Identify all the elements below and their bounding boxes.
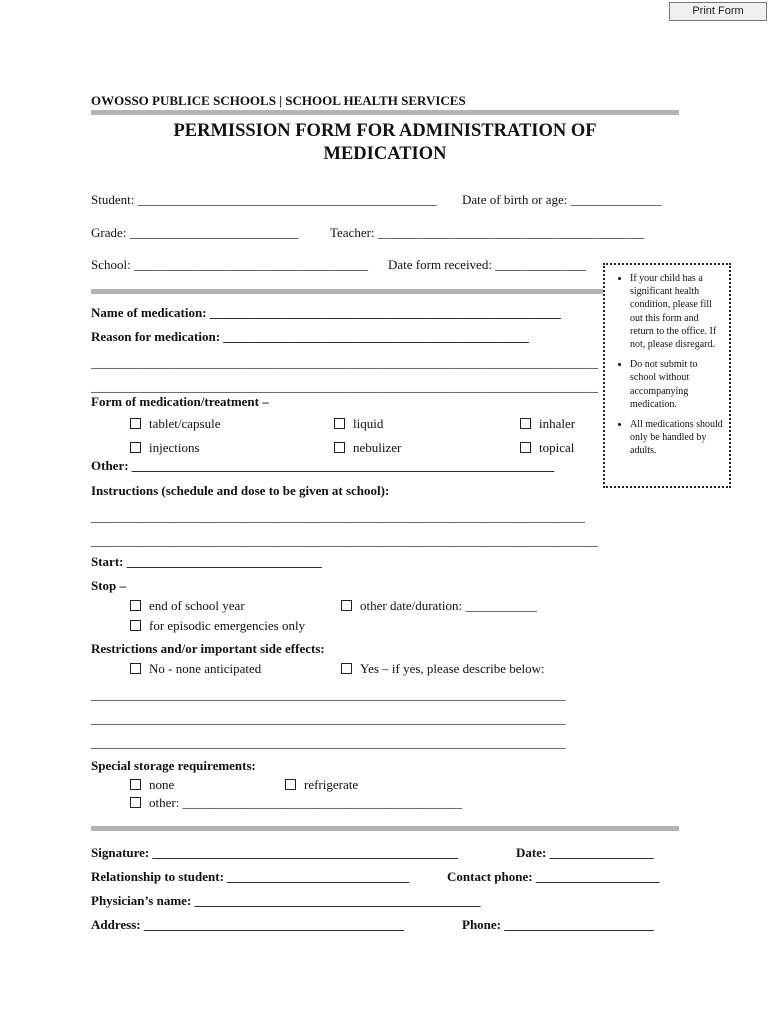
header-rule	[91, 110, 679, 115]
topical-checkbox[interactable]	[520, 442, 531, 453]
liquid-label: liquid	[353, 416, 384, 431]
storage-none-label: none	[149, 777, 175, 792]
instructions-line-1[interactable]: ____________________________________________________________________________	[91, 509, 585, 524]
instructions-label: Instructions (schedule and dose to be given at school):	[91, 483, 390, 498]
end-of-year-option[interactable]	[130, 598, 245, 614]
section-rule-2	[91, 826, 679, 831]
episodic-checkbox[interactable]	[130, 620, 141, 631]
inhaler-checkbox[interactable]	[520, 418, 531, 429]
liquid-option[interactable]	[334, 416, 383, 432]
nebulizer-option[interactable]	[334, 440, 401, 456]
liquid-checkbox[interactable]	[334, 418, 345, 429]
note-item: • If your child has a significant health condition, please fill out this form and return to the office. If not, please disregard.	[630, 272, 723, 351]
storage-other-checkbox[interactable]	[130, 797, 141, 808]
reason-line-2[interactable]: ______________________________________________________________________________	[91, 355, 598, 370]
teacher-field[interactable]: Teacher: _________________________________________	[330, 225, 645, 240]
topical-label: topical	[539, 440, 575, 455]
physician-name-field[interactable]: Physician’s name: ____________________________________________	[91, 893, 481, 908]
reason-line-3[interactable]: ______________________________________________________________________________	[91, 379, 598, 394]
tablet-option[interactable]	[130, 416, 220, 432]
none-anticipated-checkbox[interactable]	[130, 663, 141, 674]
grade-field[interactable]: Grade: __________________________	[91, 225, 299, 240]
restrictions-line-3[interactable]: _________________________________________________________________________	[91, 735, 566, 750]
injections-label: injections	[149, 440, 200, 455]
school-field[interactable]: School: ____________________________________	[91, 257, 368, 272]
yes-describe-label: Yes – if yes, please describe below:	[360, 661, 545, 676]
episodic-option[interactable]	[130, 618, 305, 634]
note-item: • All medications should only be handled by adults.	[630, 418, 723, 458]
other-date-option[interactable]	[341, 598, 537, 614]
other-field[interactable]: Other: _________________________________________________________________	[91, 458, 555, 473]
instructions-line-2[interactable]: ______________________________________________________________________________	[91, 533, 598, 548]
refrigerate-option[interactable]	[285, 777, 358, 793]
print-form-button[interactable]: Print Form	[669, 2, 767, 21]
inhaler-label: inhaler	[539, 416, 576, 431]
note-item: • Do not submit to school without accompanying medication.	[630, 358, 723, 411]
signature-date-field[interactable]: Date: ________________	[516, 845, 654, 860]
nebulizer-checkbox[interactable]	[334, 442, 345, 453]
other-date-checkbox[interactable]	[341, 600, 352, 611]
topical-option[interactable]	[520, 440, 574, 456]
yes-describe-checkbox[interactable]	[341, 663, 352, 674]
relationship-field[interactable]: Relationship to student: ____________________________	[91, 869, 410, 884]
instructions-note-box	[603, 263, 731, 488]
storage-label: Special storage requirements:	[91, 758, 256, 773]
medication-name-field[interactable]: Name of medication: ______________________________________________________	[91, 305, 561, 320]
tablet-label: tablet/capsule	[149, 416, 221, 431]
injections-option[interactable]	[130, 440, 200, 456]
school-header: OWOSSO PUBLICE SCHOOLS | SCHOOL HEALTH SERVICES	[91, 93, 466, 108]
form-title-line2: MEDICATION	[323, 144, 447, 164]
student-field[interactable]: Student: ______________________________________________	[91, 192, 437, 207]
address-field[interactable]: Address: ________________________________________	[91, 917, 404, 932]
yes-describe-option[interactable]	[341, 661, 545, 677]
nebulizer-label: nebulizer	[353, 440, 402, 455]
inhaler-option[interactable]	[520, 416, 575, 432]
form-title	[91, 120, 679, 166]
form-of-medication-label: Form of medication/treatment –	[91, 394, 269, 409]
storage-none-checkbox[interactable]	[130, 779, 141, 790]
tablet-checkbox[interactable]	[130, 418, 141, 429]
section-rule-1	[91, 289, 603, 294]
start-field[interactable]: Start: ______________________________	[91, 554, 322, 569]
episodic-label: for episodic emergencies only	[149, 618, 306, 633]
restrictions-line-2[interactable]: _________________________________________________________________________	[91, 711, 566, 726]
signature-field[interactable]: Signature: _______________________________________________	[91, 845, 459, 860]
stop-label: Stop –	[91, 578, 127, 593]
restrictions-line-1[interactable]: _________________________________________________________________________	[91, 687, 566, 702]
storage-other-label: other: ___________________________________________	[149, 795, 463, 810]
contact-phone-field[interactable]: Contact phone: ___________________	[447, 869, 660, 884]
phone-field[interactable]: Phone: _______________________	[462, 917, 654, 932]
dob-field[interactable]: Date of birth or age: ______________	[462, 192, 662, 207]
restrictions-label: Restrictions and/or important side effects:	[91, 641, 325, 656]
refrigerate-checkbox[interactable]	[285, 779, 296, 790]
refrigerate-label: refrigerate	[304, 777, 359, 792]
storage-other-option[interactable]	[130, 795, 462, 811]
form-title-line1: PERMISSION FORM FOR ADMINISTRATION OF	[173, 121, 597, 141]
none-anticipated-label: No - none anticipated	[149, 661, 262, 676]
end-of-year-checkbox[interactable]	[130, 600, 141, 611]
storage-none-option[interactable]	[130, 777, 174, 793]
injections-checkbox[interactable]	[130, 442, 141, 453]
none-anticipated-option[interactable]	[130, 661, 261, 677]
reason-field[interactable]: Reason for medication: _______________________________________________	[91, 329, 529, 344]
end-of-year-label: end of school year	[149, 598, 245, 613]
note-list	[613, 272, 723, 458]
date-received-field[interactable]: Date form received: ______________	[388, 257, 587, 272]
other-date-label: other date/duration: ___________	[360, 598, 537, 613]
